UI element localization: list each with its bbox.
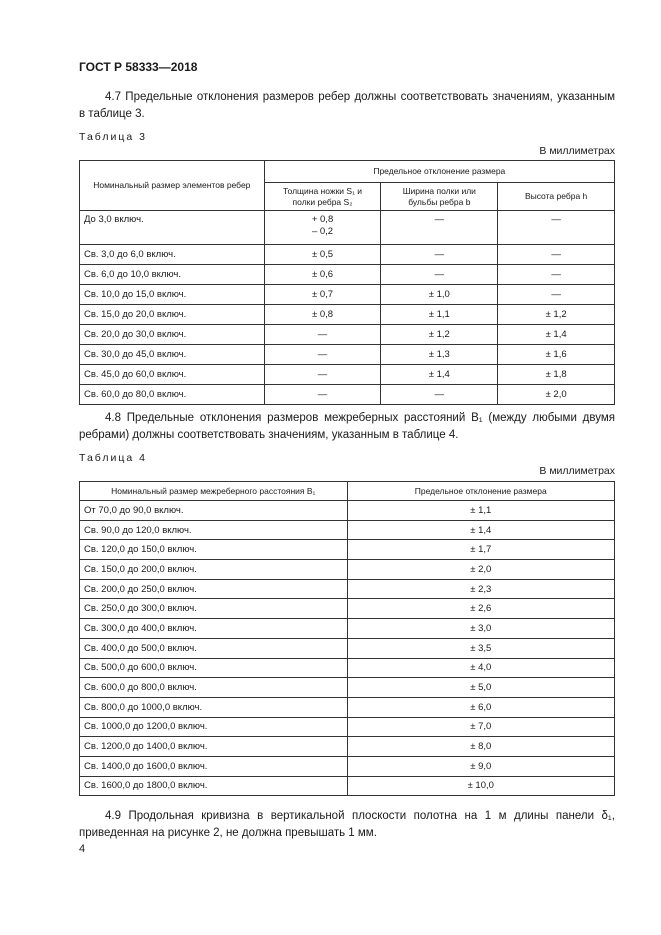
nominal-spacing-cell: Св. 200,0 до 250,0 включ. [80,579,348,599]
width-deviation-cell: ± 1,3 [381,345,498,365]
nominal-size-cell: Св. 20,0 до 30,0 включ. [80,325,265,345]
table-4-head-nominal: Номинальный размер межреберного расстояния B₁ [80,482,348,501]
table-row [80,599,615,619]
table-row [80,737,615,757]
width-deviation-cell: — [381,265,498,285]
table-row [80,345,615,365]
table-3-head-group: Предельное отклонение размера [264,161,614,183]
table-3-units: В миллиметрах [539,145,615,157]
thickness-deviation-cell: — [264,325,381,345]
width-deviation-cell: ± 1,0 [381,285,498,305]
spacing-deviation-cell: ± 1,7 [347,540,615,560]
table-4 [79,481,615,796]
table-row [80,638,615,658]
spacing-deviation-cell: ± 5,0 [347,678,615,698]
table-row [80,619,615,639]
table-row [80,678,615,698]
table-row [80,365,615,385]
spacing-deviation-cell: ± 2,0 [347,560,615,580]
table-row [80,560,615,580]
nominal-spacing-cell: Св. 250,0 до 300,0 включ. [80,599,348,619]
height-deviation-cell: ± 1,4 [498,325,615,345]
spacing-deviation-cell: ± 8,0 [347,737,615,757]
table-row [80,540,615,560]
document-header: ГОСТ Р 58333—2018 [79,60,198,74]
spacing-deviation-cell: ± 3,5 [347,638,615,658]
height-deviation-cell: ± 1,2 [498,305,615,325]
paragraph-4-8: 4.8 Предельные отклонения размеров межреберных расстояний B₁ (между любыми двумя ребрами) должны соответствовать значениям, указанным в таблице 4. [79,412,615,441]
spacing-deviation-cell: ± 9,0 [347,756,615,776]
table-4-caption: Таблица 4 [79,452,147,464]
spacing-deviation-cell: ± 6,0 [347,697,615,717]
spacing-deviation-cell: ± 2,3 [347,579,615,599]
table-row [80,756,615,776]
width-deviation-cell: ± 1,2 [381,325,498,345]
thickness-deviation-cell: — [264,345,381,365]
table-3-head-thickness: Толщина ножки S₁ и полки ребра S₂ [264,183,381,211]
table-row [80,285,615,305]
width-deviation-cell: ± 1,4 [381,365,498,385]
spacing-deviation-cell: ± 7,0 [347,717,615,737]
table-row [80,717,615,737]
nominal-spacing-cell: Св. 300,0 до 400,0 включ. [80,619,348,639]
height-deviation-cell: ± 1,6 [498,345,615,365]
height-deviation-cell: — [498,265,615,285]
table-row [80,501,615,521]
width-deviation-cell: — [381,245,498,265]
thickness-deviation-cell: ± 0,7 [264,285,381,305]
table-3-caption: Таблица 3 [79,131,147,143]
nominal-size-cell: Св. 45,0 до 60,0 включ. [80,365,265,385]
thickness-deviation-cell: ± 0,5 [264,245,381,265]
nominal-spacing-cell: Св. 500,0 до 600,0 включ. [80,658,348,678]
thickness-deviation-cell: — [264,385,381,405]
paragraph-4-7: 4.7 Предельные отклонения размеров ребер должны соответствовать значениям, указанным в таблице 3. [79,91,615,120]
table-row [80,385,615,405]
nominal-spacing-cell: Св. 600,0 до 800,0 включ. [80,678,348,698]
spacing-deviation-cell: ± 3,0 [347,619,615,639]
thickness-deviation-cell: + 0,8 – 0,2 [264,211,381,245]
nominal-spacing-cell: Св. 1000,0 до 1200,0 включ. [80,717,348,737]
nominal-size-cell: Св. 30,0 до 45,0 включ. [80,345,265,365]
table-3-head-width: Ширина полки или бульбы ребра b [381,183,498,211]
table-row [80,658,615,678]
nominal-size-cell: Св. 6,0 до 10,0 включ. [80,265,265,285]
nominal-spacing-cell: Св. 1200,0 до 1400,0 включ. [80,737,348,757]
thickness-deviation-cell: — [264,365,381,385]
table-row [80,520,615,540]
nominal-spacing-cell: Св. 150,0 до 200,0 включ. [80,560,348,580]
width-deviation-cell: — [381,385,498,405]
thickness-deviation-cell: ± 0,6 [264,265,381,285]
width-deviation-cell: ± 1,1 [381,305,498,325]
table-3-head-height: Высота ребра h [498,183,615,211]
table-row [80,305,615,325]
nominal-size-cell: Св. 3,0 до 6,0 включ. [80,245,265,265]
thickness-deviation-cell: ± 0,8 [264,305,381,325]
height-deviation-cell: — [498,285,615,305]
table-4-head-deviation: Предельное отклонение размера [347,482,615,501]
table-row [80,325,615,345]
page-number: 4 [79,843,86,855]
table-row [80,579,615,599]
nominal-size-cell: Св. 10,0 до 15,0 включ. [80,285,265,305]
nominal-spacing-cell: От 70,0 до 90,0 включ. [80,501,348,521]
nominal-spacing-cell: Св. 90,0 до 120,0 включ. [80,520,348,540]
height-deviation-cell: ± 1,8 [498,365,615,385]
height-deviation-cell: — [498,211,615,245]
width-deviation-cell: — [381,211,498,245]
table-row [80,697,615,717]
nominal-spacing-cell: Св. 1600,0 до 1800,0 включ. [80,776,348,796]
table-row [80,211,615,245]
spacing-deviation-cell: ± 1,1 [347,501,615,521]
nominal-spacing-cell: Св. 1400,0 до 1600,0 включ. [80,756,348,776]
paragraph-4-9: 4.9 Продольная кривизна в вертикальной плоскости полотна на 1 м длины панели δ₁, приведенная на рисунке 2, не должна превышать 1 мм. [79,810,615,839]
spacing-deviation-cell: ± 1,4 [347,520,615,540]
table-row [80,265,615,285]
nominal-size-cell: Св. 15,0 до 20,0 включ. [80,305,265,325]
nominal-size-cell: Св. 60,0 до 80,0 включ. [80,385,265,405]
spacing-deviation-cell: ± 4,0 [347,658,615,678]
table-row [80,776,615,796]
table-row [80,245,615,265]
nominal-spacing-cell: Св. 120,0 до 150,0 включ. [80,540,348,560]
table-4-units: В миллиметрах [539,465,615,477]
nominal-spacing-cell: Св. 400,0 до 500,0 включ. [80,638,348,658]
height-deviation-cell: — [498,245,615,265]
nominal-size-cell: До 3,0 включ. [80,211,265,245]
height-deviation-cell: ± 2,0 [498,385,615,405]
table-3-head-nominal: Номинальный размер элементов ребер [80,161,265,211]
table-3 [79,160,615,405]
spacing-deviation-cell: ± 2,6 [347,599,615,619]
spacing-deviation-cell: ± 10,0 [347,776,615,796]
nominal-spacing-cell: Св. 800,0 до 1000,0 включ. [80,697,348,717]
